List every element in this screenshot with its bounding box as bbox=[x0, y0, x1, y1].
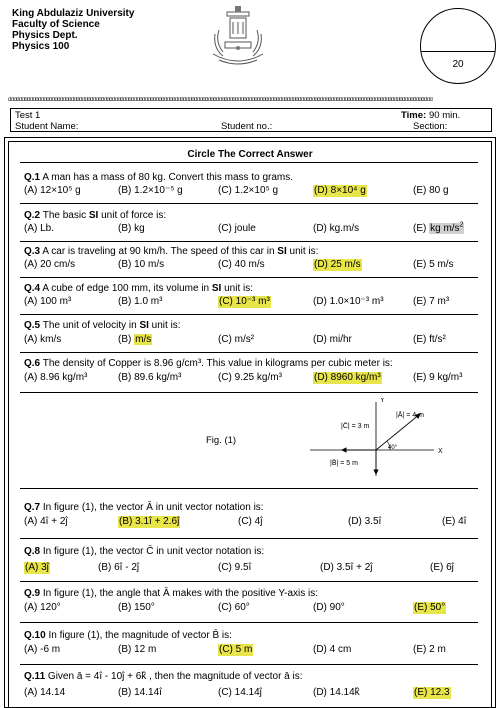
q9-option-e[interactable]: (E) 50° bbox=[414, 602, 446, 613]
q7-option-a[interactable]: (A) 4î + 2ĵ bbox=[24, 516, 68, 527]
university-logo bbox=[205, 4, 271, 70]
q8-option-c[interactable]: (C) 9.5î bbox=[218, 562, 252, 573]
separator bbox=[20, 162, 478, 163]
section-field[interactable]: Section: bbox=[413, 121, 448, 132]
student-number-field[interactable]: Student no.: bbox=[221, 121, 273, 132]
q9-option-b[interactable]: (B) 150° bbox=[118, 602, 155, 613]
vector-c-label: |C̄| = 3 m bbox=[341, 423, 370, 430]
q9-option-a[interactable]: (A) 120° bbox=[24, 602, 61, 613]
q2-option-b[interactable]: (B) kg bbox=[118, 223, 145, 234]
q5-option-b[interactable]: m/s bbox=[135, 334, 152, 345]
q10-option-e[interactable]: (E) 2 m bbox=[413, 644, 446, 655]
q4-option-b[interactable]: (B) 1.0 m³ bbox=[118, 296, 163, 307]
score-circle bbox=[420, 8, 496, 84]
q10-option-c[interactable]: (C) 5 m bbox=[219, 644, 253, 655]
q5-option-d[interactable]: (D) mi/hr bbox=[313, 334, 352, 345]
q7-option-b[interactable]: (B) 3.1î + 2.6ĵ bbox=[119, 516, 180, 527]
q4-option-d[interactable]: (D) 1.0×10⁻³ m³ bbox=[313, 296, 384, 307]
figure-caption: Fig. (1) bbox=[206, 435, 237, 446]
dotted-separator: ddddddddddddddddddddddddddddddddddddddddddddddddddddddddddddddddddddddddddddddddddddddddddddddddddddddddddddddddddddddddddddddddddddddddddddddddddddddddddd bbox=[8, 97, 433, 103]
vector-b-label: |B̄| = 5 m bbox=[330, 460, 358, 467]
q5-option-a[interactable]: (A) km/s bbox=[24, 334, 62, 345]
angle-label: 40° bbox=[388, 445, 398, 451]
question-3: Q.3 A car is traveling at 90 km/h. The speed of this car in SI unit is: bbox=[24, 246, 319, 257]
q2-option-a[interactable]: (A) Lb. bbox=[24, 223, 55, 234]
q5-option-b-wrap: (B) m/s bbox=[118, 334, 152, 345]
instructions-heading: Circle The Correct Answer bbox=[187, 149, 313, 160]
q4-option-e[interactable]: (E) 7 m³ bbox=[413, 296, 450, 307]
q10-option-d[interactable]: (D) 4 cm bbox=[313, 644, 352, 655]
q2-option-e[interactable]: kg $m/s^2$ bbox=[430, 221, 464, 234]
q3-option-a[interactable]: (A) 20 cm/s bbox=[24, 259, 76, 270]
question-11: Q.11 Given ā = 4î - 10ĵ + 6k̂ , then the magnitude of vector ā is: bbox=[24, 671, 303, 682]
q6-option-a[interactable]: (A) 8.96 kg/m³ bbox=[24, 372, 88, 383]
q1-option-a[interactable]: (A) 12×10⁵ g bbox=[24, 185, 81, 196]
separator bbox=[20, 664, 478, 665]
q1-option-c[interactable]: (C) 1.2×10⁵ g bbox=[218, 185, 279, 196]
q11-option-c[interactable]: (C) 14.14ĵ bbox=[218, 687, 262, 698]
q8-option-e[interactable]: (E) 6ĵ bbox=[430, 562, 454, 573]
test-label: Test 1 bbox=[15, 110, 41, 121]
q7-option-d[interactable]: (D) 3.5î bbox=[348, 516, 382, 527]
q3-option-e[interactable]: (E) 5 m/s bbox=[413, 259, 454, 270]
q4-option-c[interactable]: (C) 10⁻³ m³ bbox=[219, 296, 270, 307]
department-name: Physics Dept. bbox=[12, 30, 78, 41]
q3-option-d[interactable]: (D) 25 m/s bbox=[314, 259, 361, 270]
question-8: Q.8 In figure (1), the vector C̄ in unit vector notation is: bbox=[24, 546, 265, 557]
q6-option-e[interactable]: (E) 9 kg/m³ bbox=[413, 372, 463, 383]
q1-option-b[interactable]: (B) 1.2×10⁻⁵ g bbox=[118, 185, 183, 196]
separator bbox=[20, 392, 478, 393]
vector-a-label: |Ā| = 4 m bbox=[396, 412, 424, 419]
question-4: Q.4 A cube of edge 100 mm, its volume in SI unit is: bbox=[24, 283, 254, 294]
x-axis-label: X bbox=[438, 448, 443, 455]
question-5: Q.5 The unit of velocity in SI unit is: bbox=[24, 320, 181, 331]
q8-option-b[interactable]: (B) 6î - 2ĵ bbox=[98, 562, 140, 573]
time-label: Time: bbox=[401, 110, 427, 121]
question-7: Q.7 In figure (1), the vector Ā in unit vector notation is: bbox=[24, 502, 264, 513]
vector-a bbox=[376, 414, 420, 450]
y-axis-label: Y bbox=[380, 398, 385, 404]
q5-option-e[interactable]: (E) ft/s² bbox=[413, 334, 446, 345]
q9-option-d[interactable]: (D) 90° bbox=[313, 602, 345, 613]
q5-option-c[interactable]: (C) m/s² bbox=[218, 334, 255, 345]
separator bbox=[20, 622, 478, 623]
separator bbox=[20, 488, 478, 489]
q11-option-e[interactable]: (E) 12.3 bbox=[414, 687, 450, 698]
q10-option-a[interactable]: (A) -6 m bbox=[24, 644, 61, 655]
q10-option-b[interactable]: (B) 12 m bbox=[118, 644, 157, 655]
score-divider bbox=[421, 51, 495, 52]
separator bbox=[20, 277, 478, 278]
q2-option-e-wrap: (E) kg $m/s^2$ bbox=[413, 221, 464, 234]
course-name: Physics 100 bbox=[12, 41, 70, 52]
separator bbox=[20, 538, 478, 539]
question-1: Q.1 A man has a mass of 80 kg. Convert this mass to grams. bbox=[24, 172, 294, 183]
question-9: Q.9 In figure (1), the angle that Ā makes with the positive Y-axis is: bbox=[24, 588, 319, 599]
q11-option-d[interactable]: (D) 14.14k̂ bbox=[313, 687, 360, 698]
q3-option-c[interactable]: (C) 40 m/s bbox=[218, 259, 265, 270]
question-10: Q.10 In figure (1), the magnitude of vector B̄ is: bbox=[24, 630, 232, 641]
q8-option-a[interactable]: (A) 3ĵ bbox=[25, 562, 49, 573]
question-6: Q.6 The density of Copper is 8.96 g/cm³. This value in kilograms per cubic meter is: bbox=[24, 358, 393, 369]
separator bbox=[20, 352, 478, 353]
separator bbox=[20, 581, 478, 582]
student-info-box bbox=[10, 108, 492, 132]
q6-option-d[interactable]: (D) 8960 kg/m³ bbox=[314, 372, 381, 383]
q7-option-c[interactable]: (C) 4ĵ bbox=[238, 516, 263, 527]
separator bbox=[20, 241, 478, 242]
vector-diagram bbox=[300, 398, 450, 480]
q3-option-b[interactable]: (B) 10 m/s bbox=[118, 259, 165, 270]
q11-option-b[interactable]: (B) 14.14î bbox=[118, 687, 162, 698]
q1-option-e[interactable]: (E) 80 g bbox=[413, 185, 449, 196]
q8-option-d[interactable]: (D) 3.5î + 2ĵ bbox=[320, 562, 373, 573]
q2-option-c[interactable]: (C) joule bbox=[218, 223, 256, 234]
q6-option-c[interactable]: (C) 9.25 kg/m³ bbox=[218, 372, 282, 383]
faculty-name: Faculty of Science bbox=[12, 19, 100, 30]
separator bbox=[20, 203, 478, 204]
time-value: 90 min. bbox=[429, 110, 461, 121]
student-name-field[interactable]: Student Name: bbox=[15, 121, 79, 132]
q9-option-c[interactable]: (C) 60° bbox=[218, 602, 250, 613]
q6-option-b[interactable]: (B) 89.6 kg/m³ bbox=[118, 372, 182, 383]
q4-option-a[interactable]: (A) 100 m³ bbox=[24, 296, 72, 307]
university-name: King Abdulaziz University bbox=[12, 8, 135, 19]
score-total: 20 bbox=[452, 59, 464, 70]
q7-option-e[interactable]: (E) 4î bbox=[442, 516, 467, 527]
separator bbox=[20, 314, 478, 315]
question-2: Q.2 The basic SI unit of force is: bbox=[24, 210, 167, 221]
q2-option-d[interactable]: (D) kg.m/s bbox=[313, 223, 360, 234]
q1-option-d[interactable]: (D) 8×10⁴ g bbox=[314, 185, 366, 196]
q11-option-a[interactable]: (A) 14.14 bbox=[24, 687, 66, 698]
